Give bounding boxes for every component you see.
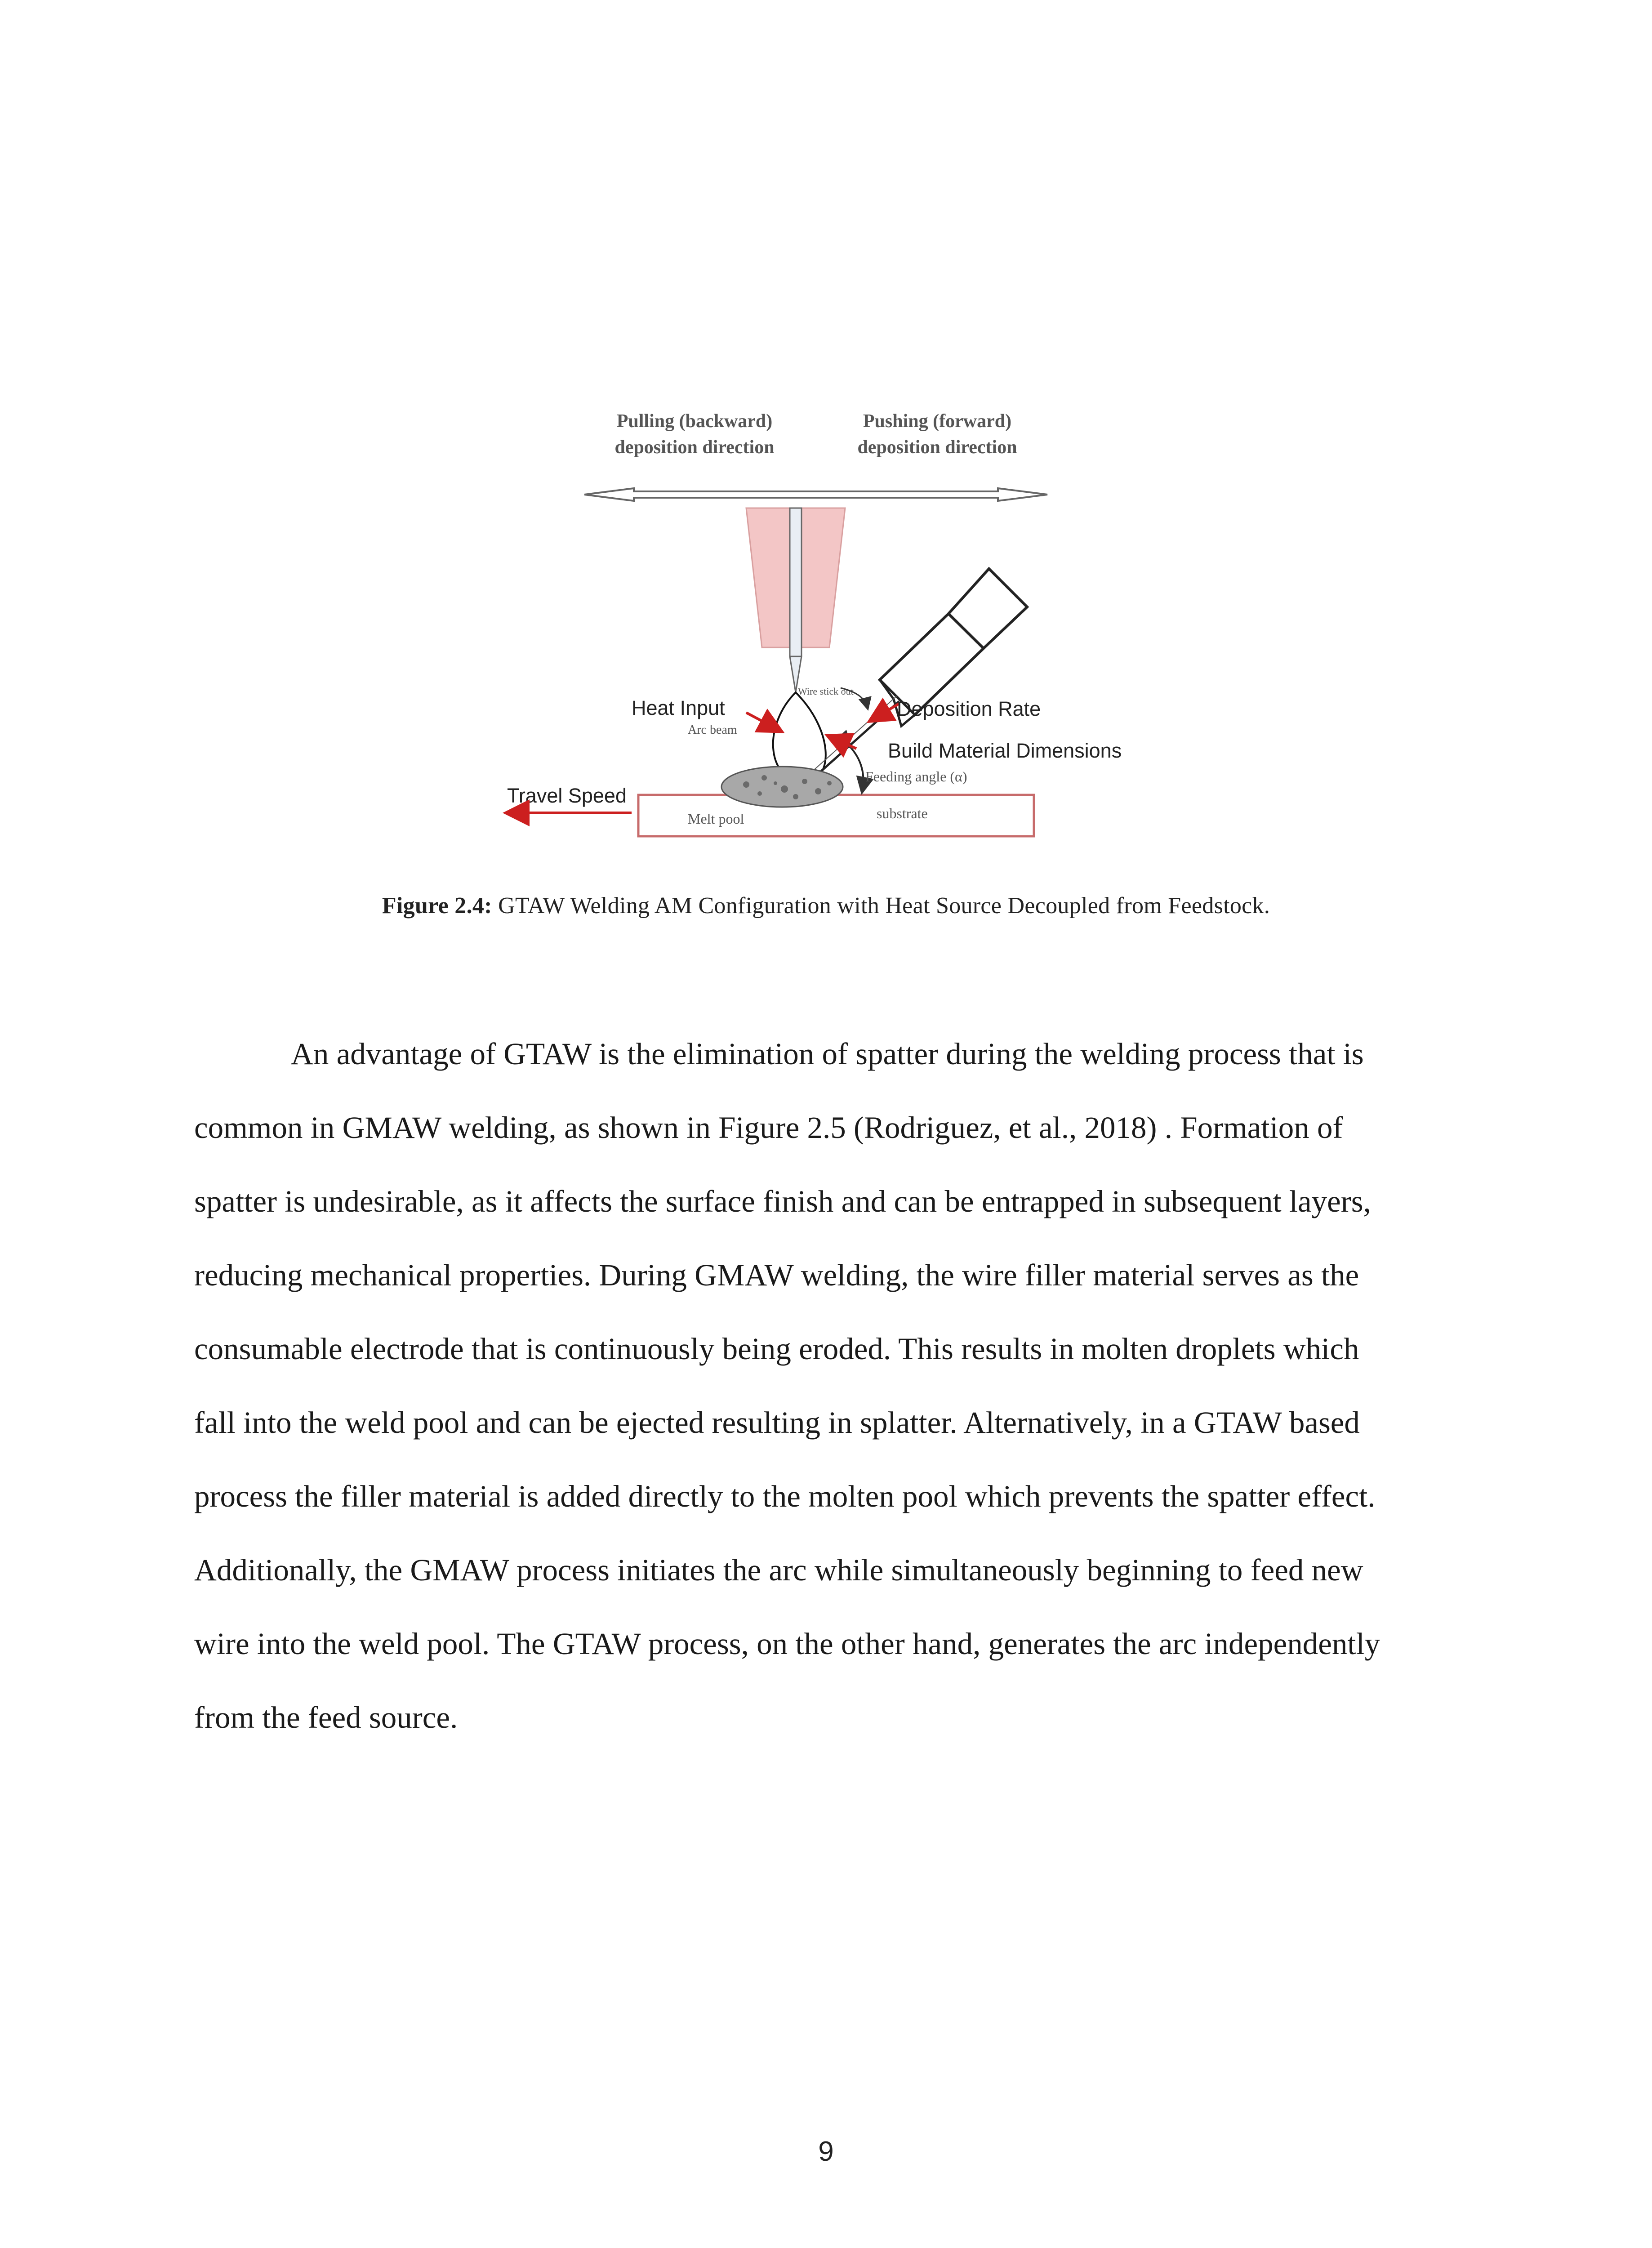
torch-nozzle [746, 508, 845, 692]
deposition-direction-arrow [584, 488, 1047, 501]
figure-caption-label: Figure 2.4: [382, 893, 492, 919]
pulling-label-line2: deposition direction [614, 437, 775, 458]
body-paragraph [194, 1017, 1444, 1754]
pushing-label-line1: Pushing (forward) [863, 411, 1012, 432]
body-line: from the feed source. [194, 1700, 458, 1735]
body-line: consumable electrode that is continuously being eroded. This results in molten droplets which [194, 1332, 1359, 1366]
heat-input-label: Heat Input [632, 696, 725, 719]
wire-stick-out-label: Wire stick out [798, 686, 854, 697]
build-material-dimensions-label: Build Material Dimensions [888, 739, 1122, 762]
figure-caption-text: GTAW Welding AM Configuration with Heat Source Decoupled from Feedstock. [492, 893, 1270, 919]
arc-beam-label: Arc beam [688, 723, 737, 737]
feeding-angle-label: Feeding angle (α) [865, 768, 967, 785]
body-line: reducing mechanical properties. During GMAW welding, the wire filler material serves as the [194, 1258, 1359, 1292]
pushing-label-line2: deposition direction [857, 437, 1017, 458]
body-line: fall into the weld pool and can be ejected resulting in splatter. Alternatively, in a GTAW based [194, 1405, 1360, 1440]
body-line: common in GMAW welding, as shown in Figure 2.5 (Rodriguez, et al., 2018) . Formation of [194, 1111, 1343, 1145]
melt-pool-label: Melt pool [688, 811, 744, 827]
body-line: process the filler material is added directly to the molten pool which prevents the spatter effect. [194, 1479, 1376, 1513]
body-line: spatter is undesirable, as it affects the surface finish and can be entrapped in subsequent layers, [194, 1184, 1371, 1218]
figure-gtaw-configuration [0, 0, 1652, 944]
travel-speed-label: Travel Speed [507, 784, 627, 807]
substrate-label: substrate [877, 805, 928, 821]
heat-input-arrow [746, 713, 780, 731]
body-line: An advantage of GTAW is the elimination of spatter during the welding process that is [291, 1037, 1364, 1071]
feeding-angle-arc [850, 746, 864, 791]
body-line: wire into the weld pool. The GTAW process, on the other hand, generates the arc independently [194, 1627, 1380, 1661]
page-number: 9 [818, 2136, 834, 2167]
deposition-rate-label: Deposition Rate [897, 697, 1041, 720]
pulling-label-line1: Pulling (backward) [616, 411, 773, 432]
body-line: Additionally, the GMAW process initiates the arc while simultaneously beginning to feed new [194, 1553, 1363, 1587]
figure-caption [0, 892, 1652, 919]
